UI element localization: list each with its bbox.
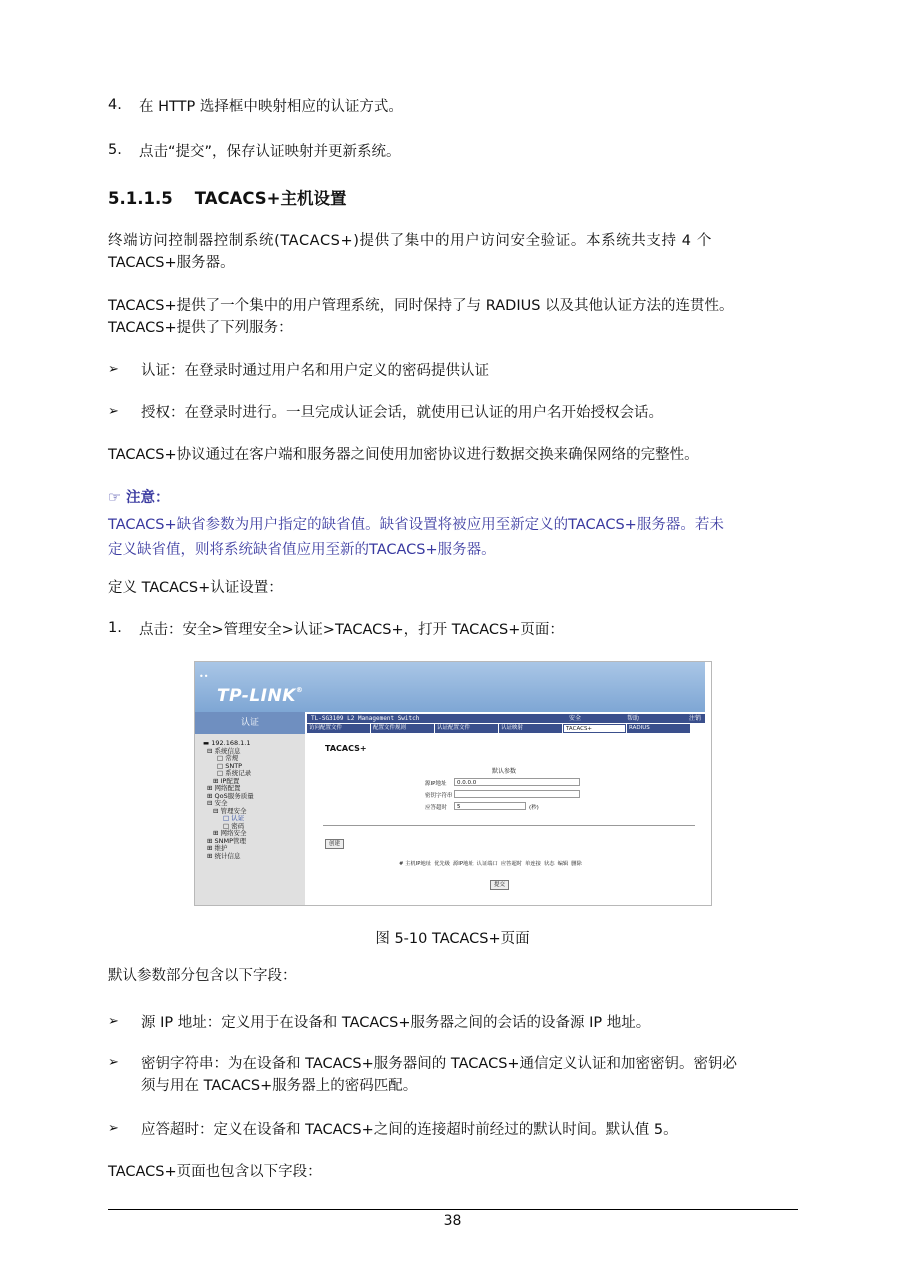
tab-radius[interactable]: RADIUS — [627, 724, 690, 733]
paragraph-line: TACACS+服务器。 — [108, 255, 235, 271]
bullet-marker: ➢ — [108, 1055, 119, 1070]
timeout-unit: (秒) — [529, 805, 539, 811]
app-banner — [195, 662, 705, 712]
default-params-form — [425, 766, 583, 813]
bullet-marker: ➢ — [108, 1014, 119, 1029]
bullet-text: 密钥字符串：为在设备和 TACACS+服务器间的 TACACS+通信定义认证和加密密钥。密钥必 — [141, 1056, 738, 1072]
tree-item[interactable]: ⊞ IP配置 — [213, 776, 240, 785]
paragraph-line: 默认参数部分包含以下字段： — [108, 968, 297, 984]
paragraph-line: TACACS+提供了一个集中的用户管理系统，同时保持了与 RADIUS 以及其他认证方法的连贯性。 — [108, 298, 734, 314]
column-header: 状态 — [543, 861, 555, 867]
bullet-marker: ➢ — [108, 1121, 119, 1136]
bullet-text: 认证：在登录时通过用户名和用户定义的密码提供认证 — [141, 363, 489, 379]
switch-title: TL-SG3109 L2 Management Switch — [311, 715, 420, 722]
tab-auth-mapping[interactable]: 认证映射 — [499, 724, 562, 733]
top-link-help[interactable]: 帮助 — [627, 715, 640, 722]
tree-item[interactable]: ⊞ 统计信息 — [207, 851, 241, 860]
paragraph-line: TACACS+页面也包含以下字段： — [108, 1164, 322, 1180]
submit-button[interactable]: 提交 — [490, 880, 509, 890]
column-header: # 主机IP地址 — [399, 861, 432, 867]
bullet-text: 源 IP 地址：定义用于在设备和 TACACS+服务器之间的会话的设备源 IP 地址。 — [141, 1015, 651, 1031]
column-header: 编辑 — [557, 861, 569, 867]
section-number: 5.1.1.5 — [108, 189, 173, 208]
logo-dots-icon: •• — [199, 672, 209, 681]
top-link-logout[interactable]: 注销 — [689, 715, 702, 722]
params-header: 默认参数 — [491, 768, 516, 775]
title-bar — [307, 714, 705, 723]
tree-item[interactable]: ⊟ 安全 — [207, 799, 228, 807]
paragraph-line: 终端访问控制器控制系统(TACACS+)提供了集中的用户访问安全验证。本系统共支持 4 个 — [108, 233, 712, 249]
paragraph-line: TACACS+提供了下列服务： — [108, 320, 293, 336]
bullet-text-continued: 须与用在 TACACS+服务器上的密码匹配。 — [141, 1078, 418, 1094]
tacacs-page-screenshot — [194, 661, 712, 906]
top-link-security[interactable]: 安全 — [569, 715, 582, 722]
bullet-marker: ➢ — [108, 362, 119, 377]
tree-item[interactable]: □ 密码 — [223, 821, 245, 830]
tree-item-selected[interactable]: □ 认证 — [223, 814, 245, 822]
note-line: TACACS+缺省参数为用户指定的缺省值。缺省设置将被应用至新定义的TACACS+服务器。若未 — [108, 517, 724, 533]
section-heading — [108, 185, 346, 209]
footer-rule — [108, 1209, 798, 1210]
timeout-label: 应答超时 — [425, 805, 448, 811]
tab-profile-rules[interactable]: 配置文件规则 — [371, 724, 434, 733]
tree-item[interactable]: □ SNTP — [217, 761, 243, 770]
figure-caption: 图 5-10 TACACS+页面 — [375, 931, 530, 947]
tp-link-logo: TP-LINK® — [217, 686, 304, 706]
bullet-text: 应答超时：定义在设备和 TACACS+之间的连接超时前经过的默认时间。默认值 5。 — [141, 1122, 678, 1138]
tree-item[interactable]: ⊞ SNMP管理 — [207, 836, 247, 845]
tab-tacacs[interactable]: TACACS+ — [563, 724, 626, 733]
key-string-input[interactable] — [454, 790, 580, 798]
step-number: 1. — [108, 620, 122, 636]
column-header: 优先级 — [434, 861, 450, 867]
tree-item[interactable]: ▬ 192.168.1.1 — [203, 739, 251, 747]
sidebar-header: 认证 — [195, 712, 305, 734]
tree-item[interactable]: ⊞ 网络配置 — [207, 784, 241, 792]
tree-item[interactable]: ⊞ QoS服务质量 — [207, 791, 254, 800]
step-text: 点击：安全>管理安全>认证>TACACS+，打开 TACACS+页面： — [139, 622, 564, 638]
tree-item[interactable]: ⊟ 系统信息 — [207, 746, 241, 755]
content-title: TACACS+ — [325, 744, 367, 753]
create-button[interactable]: 创建 — [325, 839, 344, 849]
column-header: 应答超时 — [500, 861, 523, 867]
key-string-label: 密钥字符串 — [425, 793, 453, 799]
tree-item[interactable]: ⊞ 网络安全 — [213, 829, 247, 837]
tree-item[interactable]: ⊟ 管理安全 — [213, 806, 247, 815]
column-header: 源IP地址 — [452, 861, 474, 867]
paragraph-line: TACACS+协议通过在客户端和服务器之间使用加密协议进行数据交换来确保网络的完整性。 — [108, 447, 699, 463]
column-header: 认证端口 — [476, 861, 498, 867]
source-ip-input[interactable]: 0.0.0.0 — [454, 778, 580, 786]
column-header: 单连接 — [525, 861, 541, 867]
source-ip-label: 源IP地址 — [425, 781, 447, 787]
timeout-input[interactable]: 5 — [454, 802, 526, 810]
note-title: ☞ 注意： — [108, 490, 170, 506]
step-number: 5. — [108, 142, 122, 158]
step-text: 在 HTTP 选择框中映射相应的认证方式。 — [139, 99, 403, 115]
column-header: 删除 — [571, 861, 582, 867]
tab-access-profile[interactable]: 访问配置文件 — [307, 724, 370, 733]
page-number: 38 — [443, 1213, 462, 1229]
paragraph-line: 定义 TACACS+认证设置： — [108, 580, 283, 596]
tab-bar — [307, 724, 705, 733]
section-title: TACACS+主机设置 — [194, 189, 347, 208]
divider — [323, 825, 695, 826]
step-number: 4. — [108, 97, 122, 113]
note-line: 定义缺省值，则将系统缺省值应用至新的TACACS+服务器。 — [108, 542, 496, 558]
sidebar-tree — [195, 734, 305, 905]
tab-auth-profile[interactable]: 认证配置文件 — [435, 724, 498, 733]
server-table-header — [399, 859, 585, 867]
bullet-marker: ➢ — [108, 404, 119, 419]
tree-item[interactable]: □ 常规 — [217, 754, 239, 762]
tree-item[interactable]: ⊞ 维护 — [207, 844, 228, 852]
tree-item[interactable]: □ 系统记录 — [217, 769, 252, 777]
bullet-text: 授权：在登录时进行。一旦完成认证会话，就使用已认证的用户名开始授权会话。 — [141, 405, 663, 421]
step-text: 点击“提交”，保存认证映射并更新系统。 — [139, 144, 401, 160]
